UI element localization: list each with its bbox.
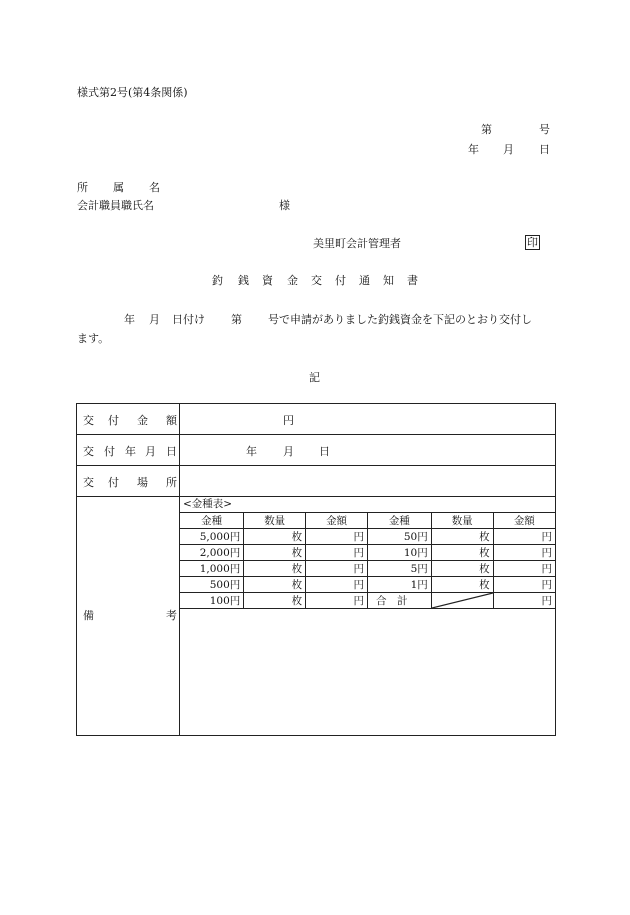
denom-cell[interactable]: 円 — [306, 545, 368, 561]
grant-date-label-3: 年 — [125, 445, 136, 458]
doc-title-7: 通 — [359, 274, 370, 287]
denom-cell: 2,000円 — [180, 545, 244, 561]
grant-date-row — [77, 435, 556, 466]
grant-date-year: 年 — [246, 445, 257, 458]
denom-header-6: 金額 — [493, 513, 555, 529]
place-value[interactable] — [180, 466, 556, 497]
denom-cell[interactable]: 円 — [306, 561, 368, 577]
amount-row — [77, 404, 556, 435]
diagonal-line — [432, 593, 493, 608]
doc-title-3: 資 — [262, 274, 273, 287]
body-day: 日付け — [172, 313, 205, 326]
table-row — [180, 529, 555, 545]
body-line1-rest: 号で申請がありました釣銭資金を下記のとおり交付し — [268, 313, 532, 326]
remarks-label — [77, 497, 180, 736]
total-label: 合 計 — [368, 593, 432, 609]
body-number-prefix: 第 — [231, 313, 242, 326]
place-label-4: 所 — [166, 476, 177, 489]
ki-label: 記 — [309, 371, 320, 384]
date-year: 年 — [468, 143, 479, 156]
seal-mark: 印 — [527, 236, 538, 249]
doc-number-prefix: 第 — [481, 123, 492, 136]
recipient-honorific: 様 — [279, 199, 290, 212]
total-amount[interactable]: 円 — [493, 593, 555, 609]
table-row — [180, 577, 555, 593]
denom-cell[interactable]: 円 — [306, 529, 368, 545]
body-line2: ます。 — [77, 332, 110, 345]
doc-title-9: 書 — [407, 274, 418, 287]
denom-cell[interactable]: 枚 — [431, 545, 493, 561]
amount-label-3: 金 — [137, 414, 148, 427]
place-label-3: 場 — [137, 476, 148, 489]
doc-title-6: 付 — [335, 274, 346, 287]
body-month: 月 — [149, 313, 160, 326]
amount-value[interactable] — [180, 404, 556, 435]
recipient-name-label: 会計職員職氏名 — [77, 199, 154, 212]
affiliation-label-2: 属 — [113, 181, 124, 194]
grant-date-label-5: 日 — [166, 445, 177, 458]
grant-date-label-4: 月 — [145, 445, 156, 458]
remarks-label-1: 備 — [83, 609, 94, 622]
issuer-title: 美里町会計管理者 — [313, 237, 401, 250]
denom-cell[interactable]: 枚 — [431, 577, 493, 593]
denom-cell: 1,000円 — [180, 561, 244, 577]
denom-cell[interactable]: 円 — [493, 577, 555, 593]
grant-date-label — [77, 435, 180, 466]
denom-cell: 1円 — [368, 577, 432, 593]
denom-header-1: 金種 — [180, 513, 244, 529]
amount-label-4: 額 — [166, 414, 177, 427]
place-label — [77, 466, 180, 497]
denom-cell[interactable]: 円 — [306, 577, 368, 593]
grant-date-month: 月 — [283, 445, 294, 458]
body-year: 年 — [124, 313, 135, 326]
place-label-2: 付 — [108, 476, 119, 489]
amount-label-1: 交 — [83, 414, 94, 427]
denom-cell[interactable]: 枚 — [244, 577, 306, 593]
remarks-label-2: 考 — [166, 609, 177, 622]
doc-title-8: 知 — [383, 274, 394, 287]
denom-header-4: 金種 — [368, 513, 432, 529]
grant-date-value[interactable] — [180, 435, 556, 466]
amount-label-2: 付 — [108, 414, 119, 427]
place-label-1: 交 — [83, 476, 94, 489]
denom-cell[interactable]: 枚 — [244, 545, 306, 561]
grant-date-label-2: 付 — [104, 445, 115, 458]
denom-cell: 5円 — [368, 561, 432, 577]
doc-title-2: 銭 — [238, 274, 249, 287]
grant-date-day: 日 — [319, 445, 330, 458]
denom-cell: 5,000円 — [180, 529, 244, 545]
doc-title-4: 金 — [287, 274, 298, 287]
denom-cell[interactable]: 円 — [493, 529, 555, 545]
date-day: 日 — [539, 143, 550, 156]
affiliation-label-3: 名 — [149, 181, 160, 194]
denom-cell: 50円 — [368, 529, 432, 545]
denom-cell[interactable]: 枚 — [244, 529, 306, 545]
denom-header-2: 数量 — [244, 513, 306, 529]
denomination-title: <金種表> — [180, 497, 555, 513]
table-row — [180, 593, 555, 609]
denomination-header-row — [180, 513, 555, 529]
doc-title-5: 交 — [311, 274, 322, 287]
denom-cell[interactable]: 円 — [306, 593, 368, 609]
denom-header-3: 金額 — [306, 513, 368, 529]
denom-cell[interactable]: 枚 — [244, 593, 306, 609]
total-blank-cell — [431, 593, 493, 609]
table-row — [180, 545, 555, 561]
denom-cell[interactable]: 円 — [493, 561, 555, 577]
remarks-row — [77, 497, 556, 736]
doc-number-suffix: 号 — [539, 123, 550, 136]
denom-cell[interactable]: 枚 — [431, 529, 493, 545]
doc-title-1: 釣 — [212, 274, 223, 287]
date-month: 月 — [503, 143, 514, 156]
denom-cell[interactable]: 枚 — [431, 561, 493, 577]
table-row — [180, 561, 555, 577]
amount-unit: 円 — [283, 414, 294, 427]
denom-cell[interactable]: 円 — [493, 545, 555, 561]
grant-table — [76, 403, 556, 736]
amount-label — [77, 404, 180, 435]
form-number: 様式第2号(第4条関係) — [77, 86, 188, 99]
affiliation-label-1: 所 — [77, 181, 88, 194]
denomination-table — [180, 512, 555, 609]
place-row — [77, 466, 556, 497]
denom-cell: 500円 — [180, 577, 244, 593]
denom-header-5: 数量 — [431, 513, 493, 529]
denom-cell: 10円 — [368, 545, 432, 561]
grant-date-label-1: 交 — [83, 445, 94, 458]
denom-cell[interactable]: 枚 — [244, 561, 306, 577]
denom-cell: 100円 — [180, 593, 244, 609]
remarks-cell — [180, 497, 556, 736]
